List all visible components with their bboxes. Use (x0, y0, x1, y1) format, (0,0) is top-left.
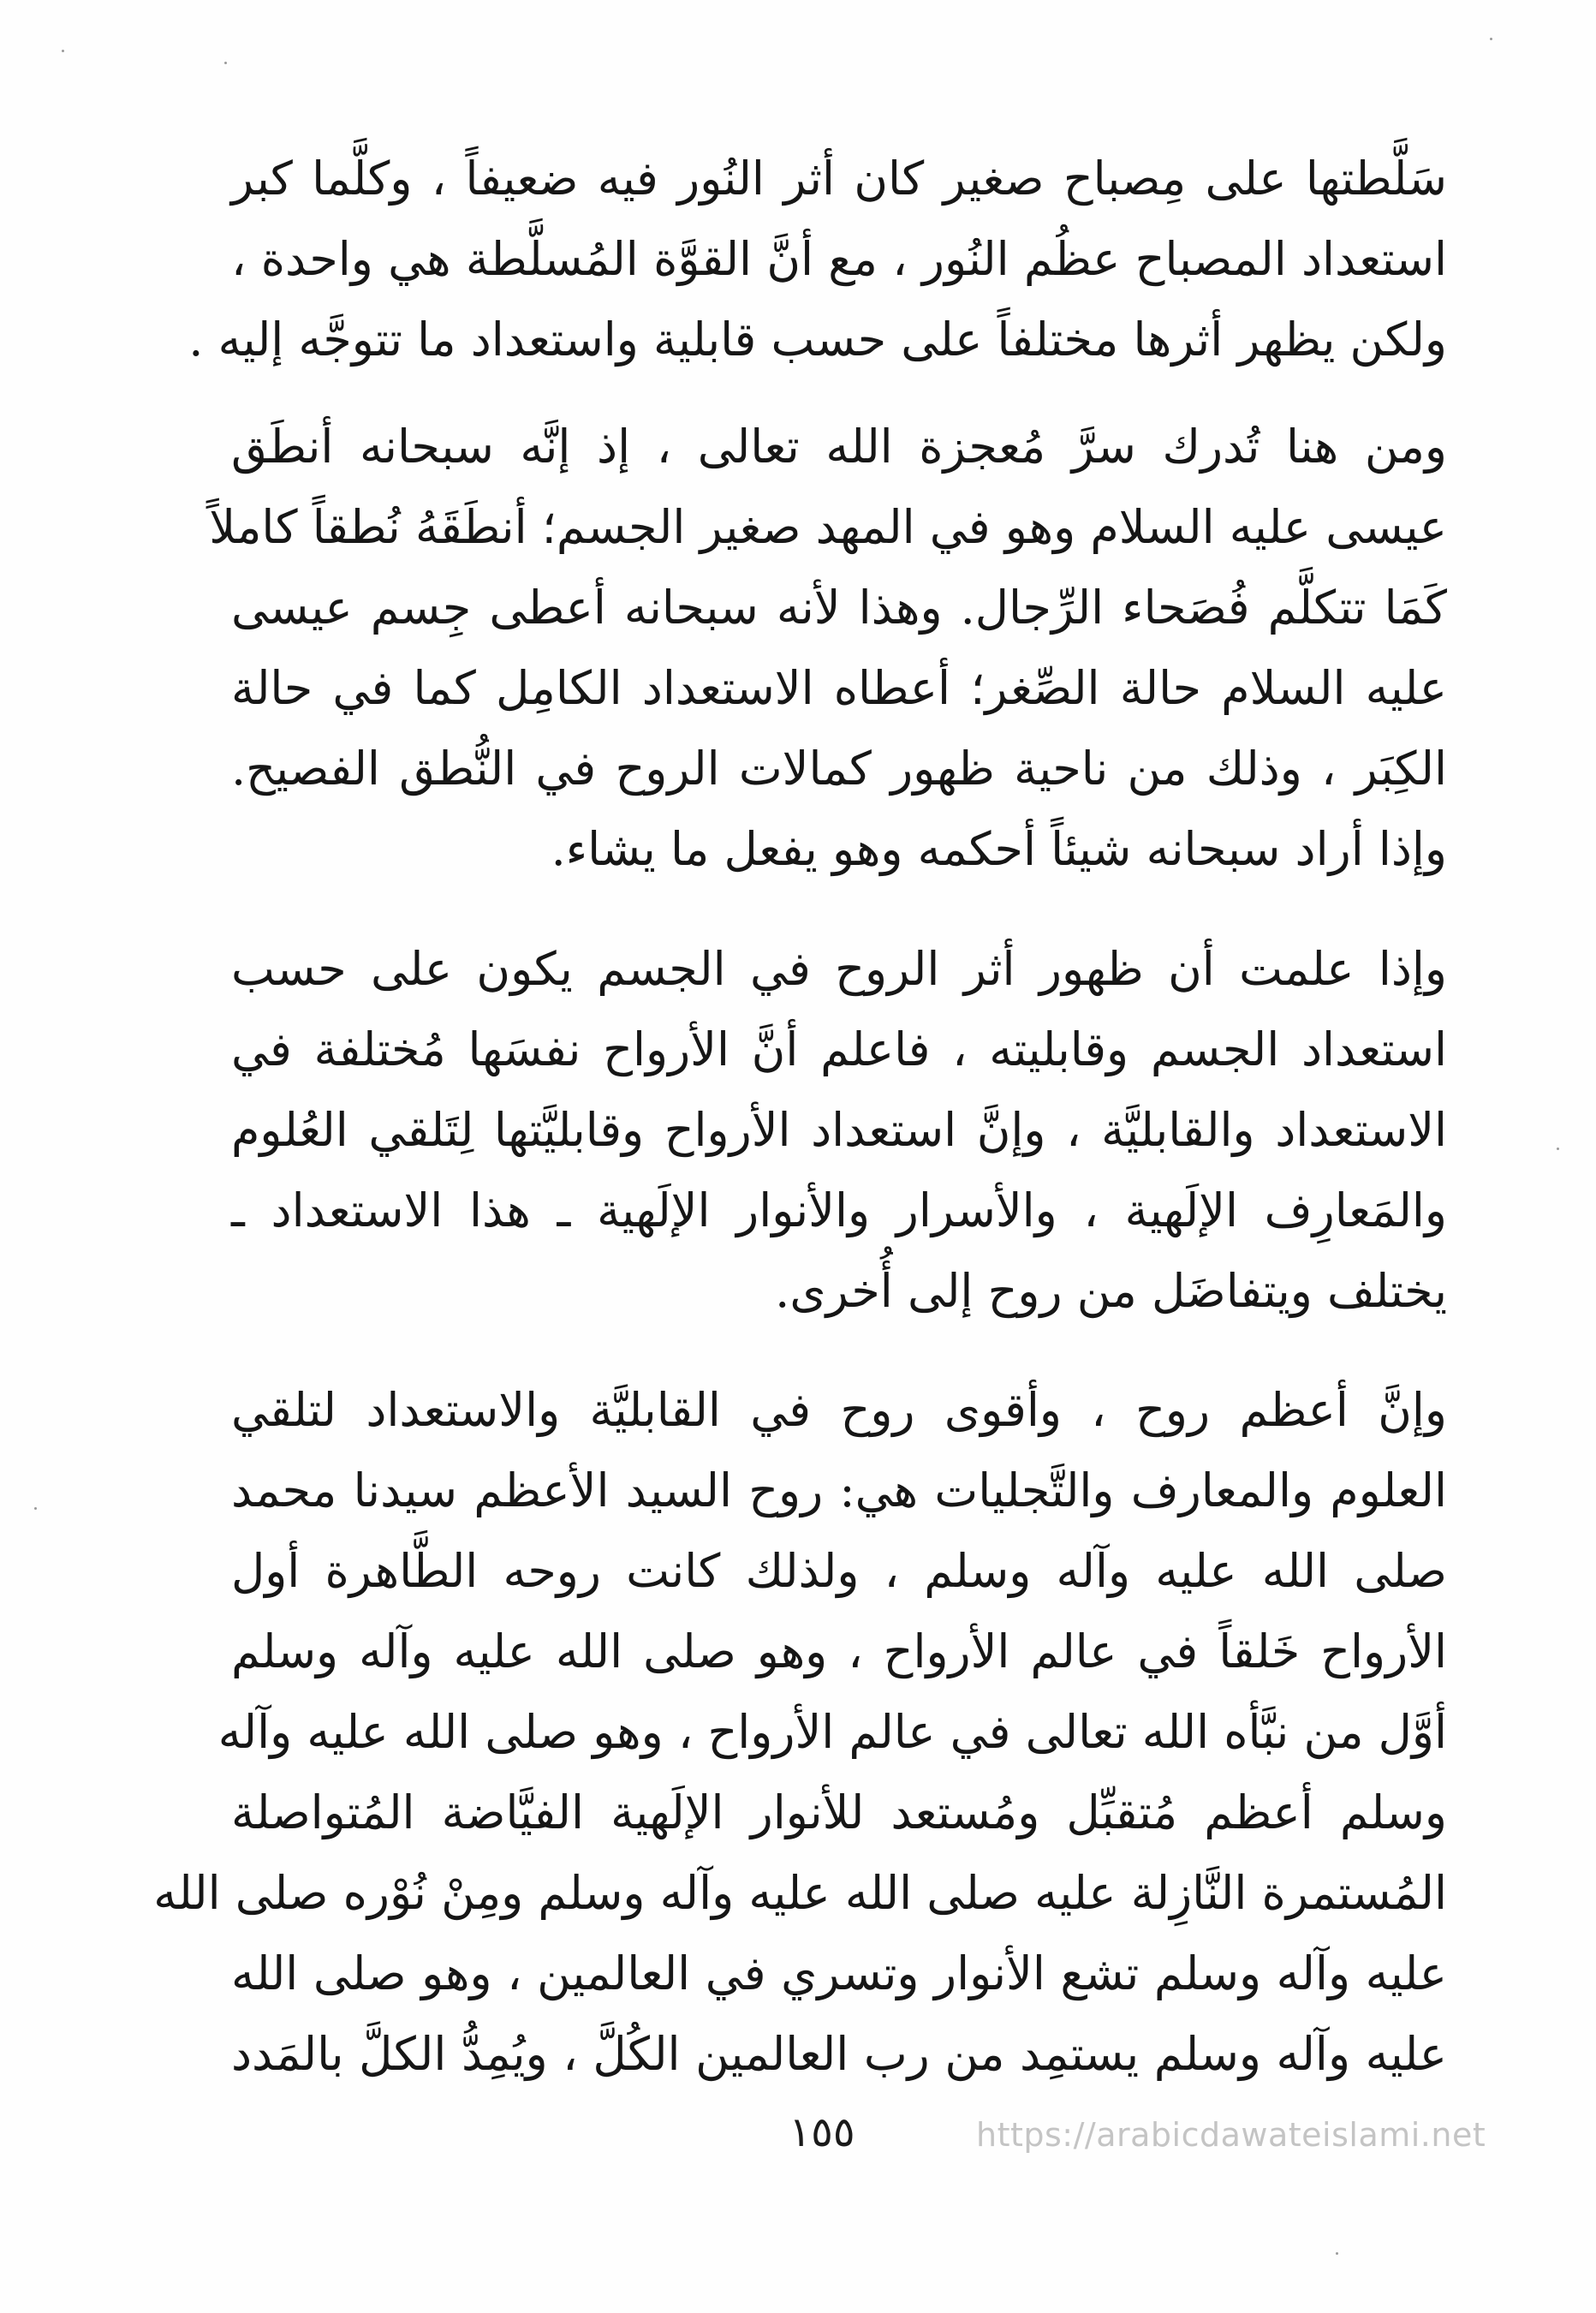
text-line: استعداد الجسم وقابليته ، فاعلم أنَّ الأرواح نفسَها مُختلفة في (231, 1022, 1447, 1076)
paragraph-2 (209, 407, 1447, 890)
paragraph-4 (153, 1370, 1447, 2095)
scan-speck (1490, 38, 1492, 40)
paragraph-1 (188, 139, 1447, 380)
text-line: الاستعداد والقابليَّة ، وإنَّ استعداد الأرواح وقابليَّتها لِتَلقي العُلوم (231, 1103, 1447, 1157)
text-line: عليه وآله وسلم يستمِد من رب العالمين الكُلَّ ، ويُمِدُّ الكلَّ بالمَدد (231, 2027, 1447, 2081)
scan-speck (1557, 1148, 1559, 1150)
text-line: سَلَّطتها على مِصباح صغير كان أثر النُور فيه ضعيفاً ، وكلَّما كبر (231, 152, 1447, 206)
paragraph-3 (231, 929, 1447, 1332)
text-line: الأرواح خَلقاً في عالم الأرواح ، وهو صلى الله عليه وآله وسلم (231, 1624, 1447, 1678)
text-line: أوَّل من نبَّأه الله تعالى في عالم الأرواح ، وهو صلى الله عليه وآله (217, 1705, 1447, 1759)
text-line: ومن هنا تُدرك سرَّ مُعجزة الله تعالى ، إذ إنَّه سبحانه أنطَق (231, 420, 1447, 474)
scan-speck (224, 62, 227, 64)
text-line: عليه السلام حالة الصِّغر؛ أعطاه الاستعداد الكامِل كما في حالة (231, 661, 1447, 715)
text-line: صلى الله عليه وآله وسلم ، ولذلك كانت روحه الطَّاهرة أول (231, 1544, 1447, 1598)
text-line: كَمَا تتكلَّم فُصَحاء الرِّجال. وهذا لأنه سبحانه أعطى جِسم عيسى (231, 581, 1447, 635)
text-line: والمَعارِف الإلَهية ، والأسرار والأنوار الإلَهية ـ هذا الاستعداد ـ (231, 1183, 1447, 1237)
text-line: الكِبَر ، وذلك من ناحية ظهور كمالات الروح في النُّطق الفصيح. (231, 742, 1447, 796)
text-line: المُستمرة النَّازِلة عليه صلى الله عليه وآله وسلم ومِنْ نُوْره صلى الله (153, 1866, 1447, 1920)
text-line: استعداد المصباح عظُم النُور ، مع أنَّ القوَّة المُسلَّطة هي واحدة ، (231, 232, 1447, 286)
scan-speck (34, 1507, 37, 1510)
text-line: وإذا علمت أن ظهور أثر الروح في الجسم يكون على حسب (231, 942, 1447, 996)
text-line: عيسى عليه السلام وهو في المهد صغير الجسم؛ أنطَقَهُ نُطقاً كاملاً (209, 500, 1447, 554)
scan-speck (62, 50, 64, 52)
text-line: ولكن يظهر أثرها مختلفاً على حسب قابلية واستعداد ما تتوجَّه إليه . (188, 313, 1447, 367)
text-line: وسلم أعظم مُتقبِّل ومُستعد للأنوار الإلَهية الفيَّاضة المُتواصلة (231, 1785, 1447, 1839)
page-number: ١٥٥ (789, 2108, 855, 2156)
scan-speck (1336, 2252, 1338, 2255)
text-line: عليه وآله وسلم تشع الأنوار وتسري في العالمين ، وهو صلى الله (231, 1946, 1447, 2000)
watermark-url: https://arabicdawateislami.net (976, 2116, 1486, 2154)
text-line: وإنَّ أعظم روح ، وأقوى روح في القابليَّة والاستعداد لتلقي (231, 1383, 1447, 1437)
text-line: وإذا أراد سبحانه شيئاً أحكمه وهو يفعل ما يشاء. (551, 822, 1447, 876)
text-line: العلوم والمعارف والتَّجليات هي: روح السيد الأعظم سيدنا محمد (231, 1464, 1447, 1517)
text-line: يختلف ويتفاضَل من روح إلى أُخرى. (775, 1264, 1447, 1318)
